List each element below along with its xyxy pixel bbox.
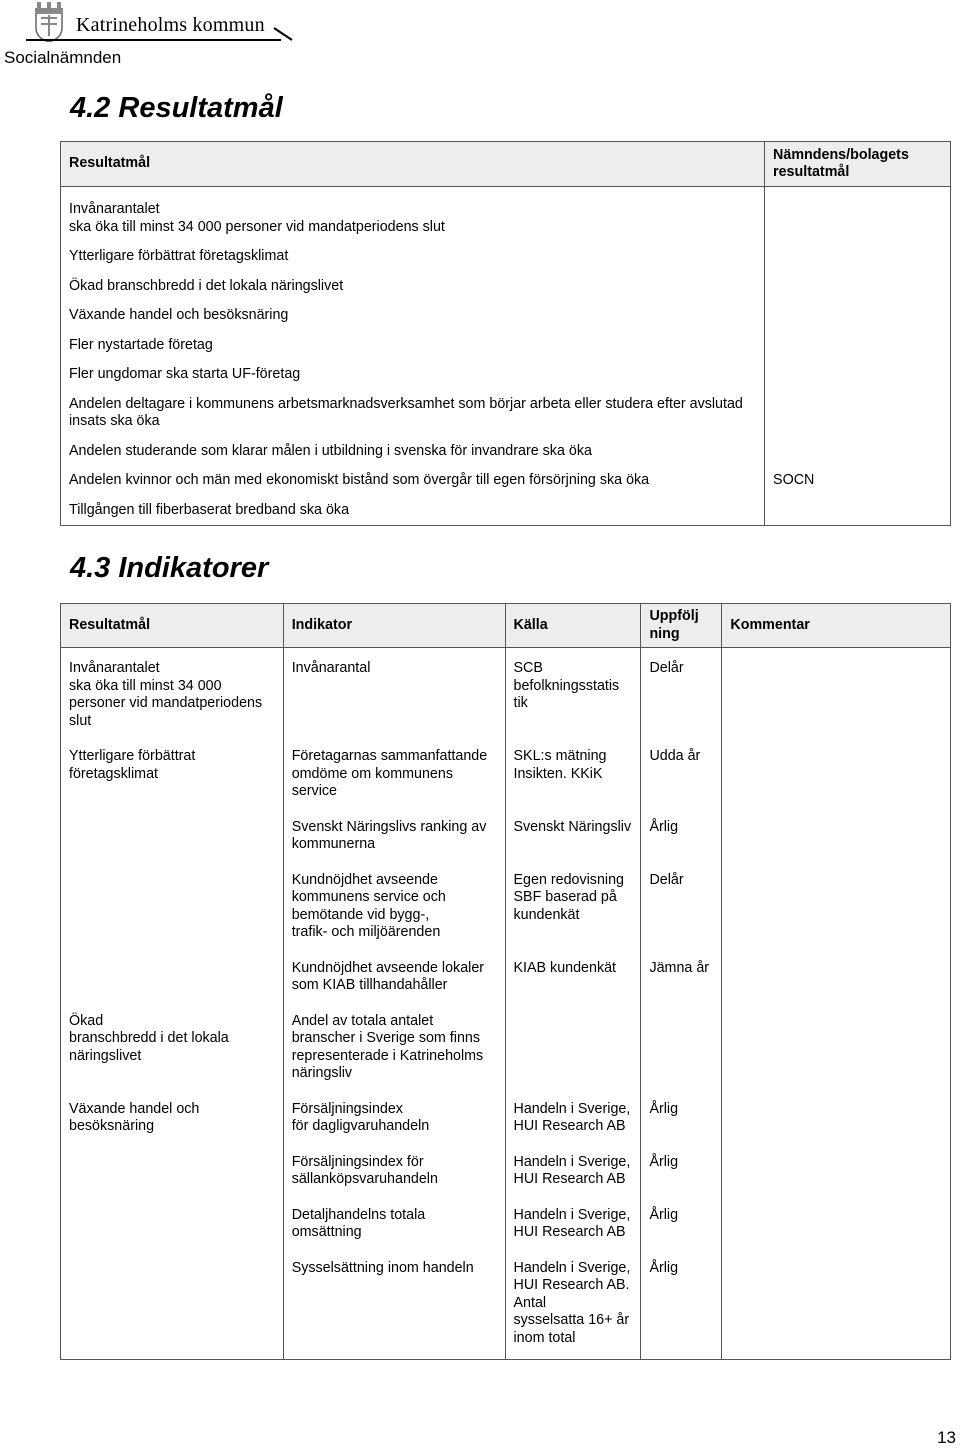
indicator-cell: Svenskt Näringslivs ranking av kommunerna bbox=[283, 813, 505, 866]
goal-cell bbox=[61, 1254, 284, 1360]
followup-cell: Årlig bbox=[641, 1201, 722, 1254]
comment-cell bbox=[722, 866, 951, 954]
goal-cell bbox=[61, 813, 284, 866]
comment-cell bbox=[722, 1007, 951, 1095]
followup-cell: Årlig bbox=[641, 813, 722, 866]
department-name: Socialnämnden bbox=[4, 48, 122, 67]
goal-cell: Ökad branschbredd i det lokala näringslivet bbox=[61, 1007, 284, 1095]
source-cell: SKL:s mätning Insikten. KKiK bbox=[505, 742, 641, 813]
col-header-goal: Resultatmål bbox=[61, 142, 765, 187]
table-row bbox=[61, 390, 951, 437]
board-goal-cell bbox=[765, 187, 951, 243]
table-row bbox=[61, 301, 951, 331]
followup-cell: Årlig bbox=[641, 1254, 722, 1360]
source-cell: Handeln i Sverige, HUI Research AB bbox=[505, 1095, 641, 1148]
indicator-cell: Kundnöjdhet avseende kommunens service och bemötande vid bygg-, trafik- och miljöärenden bbox=[283, 866, 505, 954]
source-cell: SCB befolkningsstatis tik bbox=[505, 648, 641, 743]
logo-swoosh-icon bbox=[272, 26, 296, 42]
board-goal-cell bbox=[765, 242, 951, 272]
goal-cell: Växande handel och besöksnäring bbox=[61, 1095, 284, 1148]
goal-cell: Ytterligare förbättrat företagsklimat bbox=[61, 242, 765, 272]
comment-cell bbox=[722, 1201, 951, 1254]
table-row bbox=[61, 437, 951, 467]
goal-cell bbox=[61, 866, 284, 954]
indicator-cell: Företagarnas sammanfattande omdöme om kommunens service bbox=[283, 742, 505, 813]
logo-text: Katrineholms kommun bbox=[76, 14, 265, 36]
goal-cell: Fler nystartade företag bbox=[61, 331, 765, 361]
board-goal-cell bbox=[765, 301, 951, 331]
table-row bbox=[61, 272, 951, 302]
goal-cell: Ökad branschbredd i det lokala näringslivet bbox=[61, 272, 765, 302]
followup-cell: Udda år bbox=[641, 742, 722, 813]
section-title-resultatmal: 4.2 Resultatmål bbox=[70, 92, 283, 124]
followup-cell: Delår bbox=[641, 648, 722, 743]
indicator-cell: Försäljningsindex för dagligvaruhandeln bbox=[283, 1095, 505, 1148]
comment-cell bbox=[722, 813, 951, 866]
source-cell bbox=[505, 1007, 641, 1095]
table-row bbox=[61, 648, 951, 743]
col-header-comment: Kommentar bbox=[722, 604, 951, 648]
goal-cell: Andelen kvinnor och män med ekonomiskt bistånd som övergår till egen försörjning ska öka bbox=[61, 466, 765, 496]
indicator-cell: Försäljningsindex för sällanköpsvaruhandeln bbox=[283, 1148, 505, 1201]
goal-cell: Fler ungdomar ska starta UF-företag bbox=[61, 360, 765, 390]
col-header-indicator: Indikator bbox=[283, 604, 505, 648]
table-row bbox=[61, 954, 951, 1007]
table-row bbox=[61, 496, 951, 526]
indicator-cell: Kundnöjdhet avseende lokaler som KIAB tillhandahåller bbox=[283, 954, 505, 1007]
indikatorer-table-body bbox=[61, 648, 951, 1360]
comment-cell bbox=[722, 742, 951, 813]
board-goal-cell bbox=[765, 390, 951, 437]
table-row bbox=[61, 242, 951, 272]
comment-cell bbox=[722, 1148, 951, 1201]
resultatmal-table-body bbox=[61, 187, 951, 526]
col-header-followup: Uppfölj ning bbox=[641, 604, 722, 648]
comment-cell bbox=[722, 1095, 951, 1148]
table-row bbox=[61, 1148, 951, 1201]
goal-cell: Andelen studerande som klarar målen i utbildning i svenska för invandrare ska öka bbox=[61, 437, 765, 467]
followup-cell: Årlig bbox=[641, 1148, 722, 1201]
section-title-indikatorer: 4.3 Indikatorer bbox=[70, 552, 269, 584]
goal-cell: Invånarantalet ska öka till minst 34 000 personer vid mandatperiodens slut bbox=[61, 187, 765, 243]
source-cell: Egen redovisning SBF baserad på kundenkät bbox=[505, 866, 641, 954]
table-row bbox=[61, 1254, 951, 1360]
board-goal-cell: SOCN bbox=[765, 466, 951, 496]
indicator-cell: Sysselsättning inom handeln bbox=[283, 1254, 505, 1360]
col-header-goal: Resultatmål bbox=[61, 604, 284, 648]
indikatorer-table bbox=[60, 603, 951, 1360]
board-goal-cell bbox=[765, 331, 951, 361]
col-header-board-goal: Nämndens/bolagets resultatmål bbox=[765, 142, 951, 187]
goal-cell bbox=[61, 1148, 284, 1201]
logo bbox=[14, 2, 294, 44]
table-row bbox=[61, 813, 951, 866]
board-goal-cell bbox=[765, 496, 951, 526]
table-row bbox=[61, 187, 951, 243]
source-cell: Svenskt Näringsliv bbox=[505, 813, 641, 866]
board-goal-cell bbox=[765, 437, 951, 467]
followup-cell bbox=[641, 1007, 722, 1095]
source-cell: KIAB kundenkät bbox=[505, 954, 641, 1007]
goal-cell: Andelen deltagare i kommunens arbetsmarknadsverksamhet som börjar arbeta eller studera efter avslutad insats ska öka bbox=[61, 390, 765, 437]
table-row bbox=[61, 1201, 951, 1254]
goal-cell: Växande handel och besöksnäring bbox=[61, 301, 765, 331]
comment-cell bbox=[722, 954, 951, 1007]
table-row bbox=[61, 866, 951, 954]
goal-cell: Invånarantalet ska öka till minst 34 000 personer vid mandatperiodens slut bbox=[61, 648, 284, 743]
comment-cell bbox=[722, 1254, 951, 1360]
col-header-source: Källa bbox=[505, 604, 641, 648]
source-cell: Handeln i Sverige, HUI Research AB. Antal sysselsatta 16+ år inom total bbox=[505, 1254, 641, 1360]
resultatmal-table bbox=[60, 141, 951, 526]
coat-of-arms-icon bbox=[32, 2, 66, 42]
source-cell: Handeln i Sverige, HUI Research AB bbox=[505, 1201, 641, 1254]
table-row bbox=[61, 331, 951, 361]
followup-cell: Jämna år bbox=[641, 954, 722, 1007]
table-row bbox=[61, 742, 951, 813]
comment-cell bbox=[722, 648, 951, 743]
table-row bbox=[61, 466, 951, 496]
indicator-cell: Detaljhandelns totala omsättning bbox=[283, 1201, 505, 1254]
goal-cell bbox=[61, 954, 284, 1007]
page-number: 13 bbox=[937, 1428, 956, 1447]
table-row bbox=[61, 1095, 951, 1148]
board-goal-cell bbox=[765, 360, 951, 390]
followup-cell: Delår bbox=[641, 866, 722, 954]
goal-cell: Tillgången till fiberbaserat bredband ska öka bbox=[61, 496, 765, 526]
indicator-cell: Invånarantal bbox=[283, 648, 505, 743]
table-row bbox=[61, 360, 951, 390]
logo-underline bbox=[26, 39, 281, 41]
board-goal-cell bbox=[765, 272, 951, 302]
table-row bbox=[61, 1007, 951, 1095]
goal-cell bbox=[61, 1201, 284, 1254]
indicator-cell: Andel av totala antalet branscher i Sverige som finns representerade i Katrineholms näringsliv bbox=[283, 1007, 505, 1095]
goal-cell: Ytterligare förbättrat företagsklimat bbox=[61, 742, 284, 813]
source-cell: Handeln i Sverige, HUI Research AB bbox=[505, 1148, 641, 1201]
followup-cell: Årlig bbox=[641, 1095, 722, 1148]
